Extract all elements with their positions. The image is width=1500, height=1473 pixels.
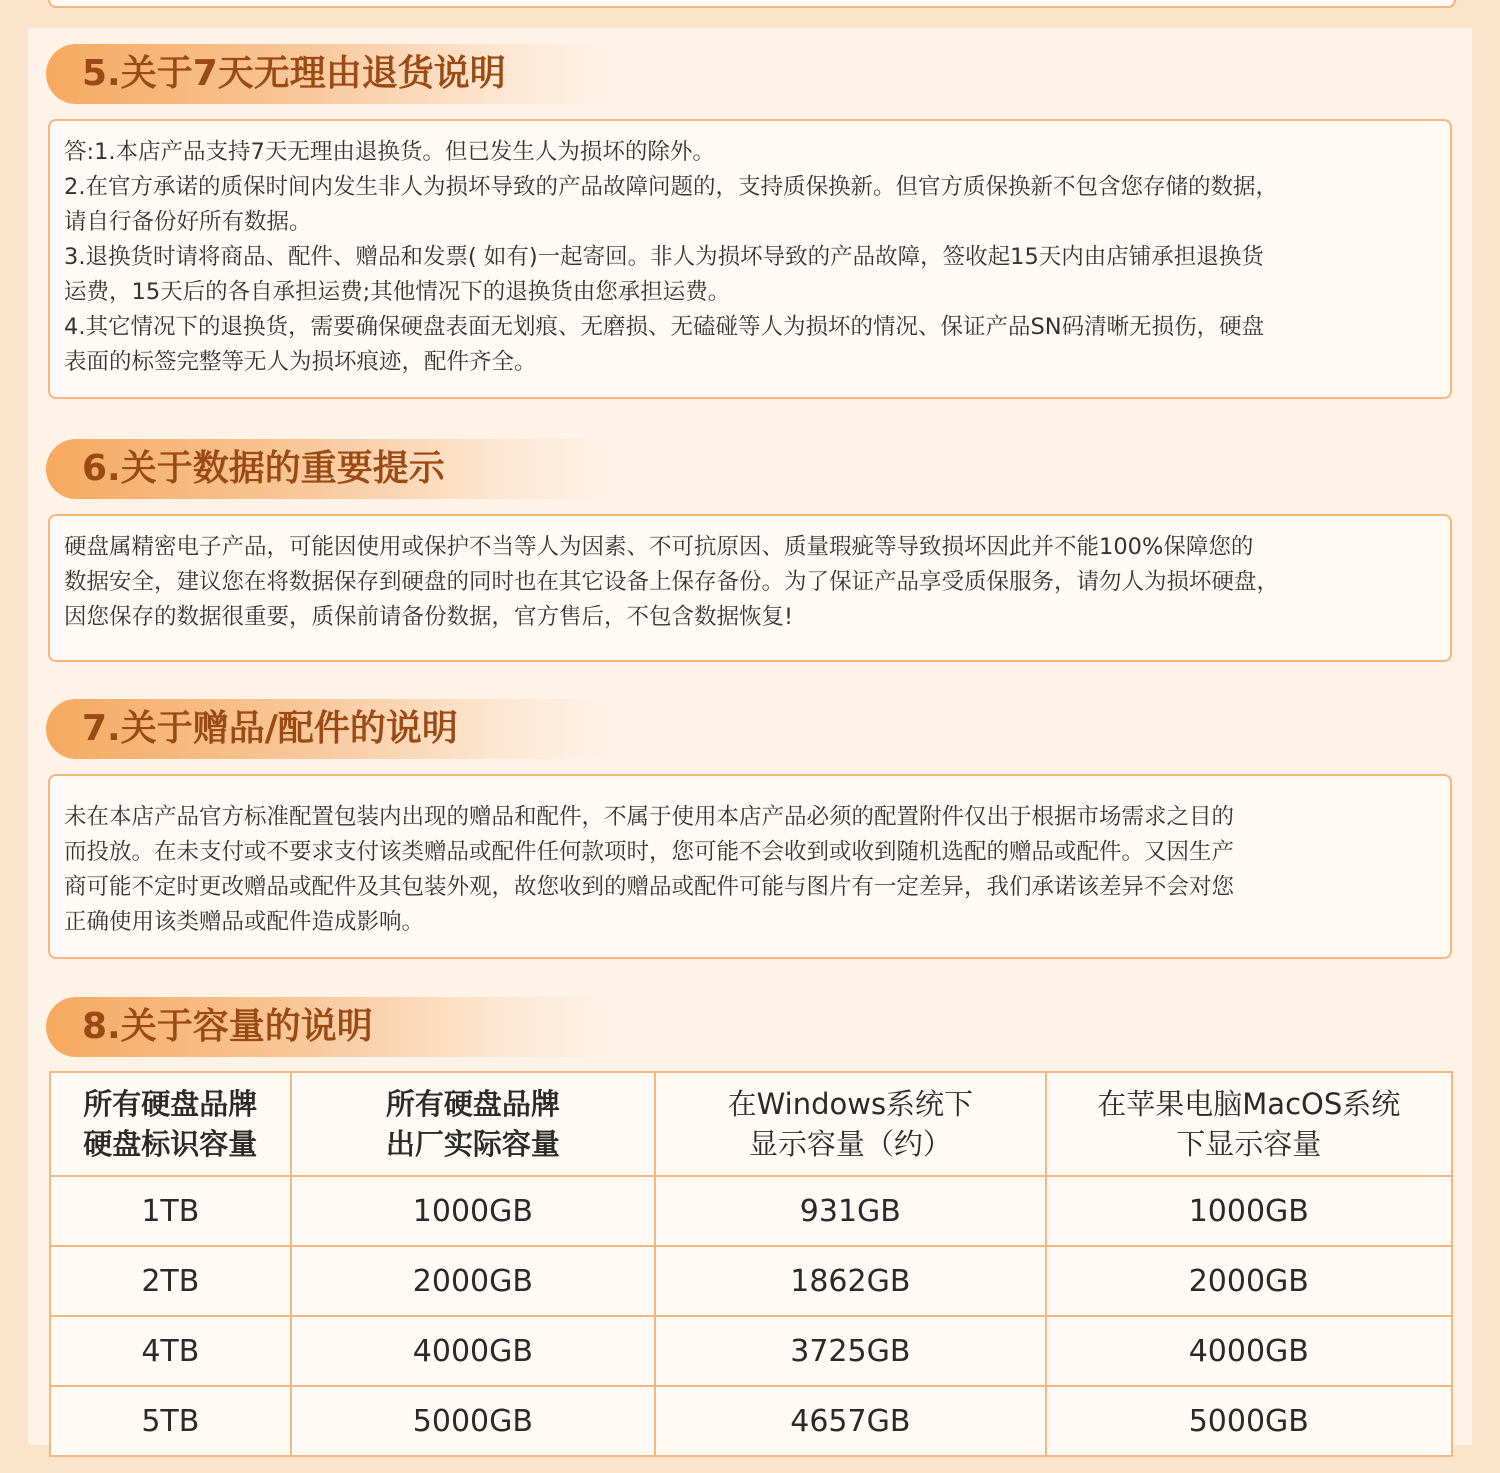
section-7-line: 商可能不定时更改赠品或配件及其包装外观，故您收到的赠品或配件可能与图片有一定差异，我们承诺该差异不会对您 — [64, 874, 1235, 900]
header-cell-macos-capacity — [1046, 1072, 1452, 1176]
section-7-box — [48, 774, 1452, 959]
section-6-line: 数据安全，建议您在将数据保存到硬盘的同时也在其它设备上保存备份。为了保证产品享受质保服务，请勿人为损坏硬盘， — [64, 569, 1280, 595]
capacity-table — [49, 1071, 1453, 1457]
table-cell: 2000GB — [291, 1246, 655, 1316]
section-5-line: 表面的标签完整等无人为损坏痕迹，配件齐全。 — [64, 349, 537, 375]
section-8-header — [46, 997, 618, 1057]
table-row — [50, 1176, 1452, 1246]
table-cell: 1000GB — [291, 1176, 655, 1246]
table-cell: 1000GB — [1046, 1176, 1452, 1246]
header-cell-labeled-capacity — [50, 1072, 291, 1176]
table-cell: 5000GB — [1046, 1386, 1452, 1456]
table-row — [50, 1386, 1452, 1456]
capacity-table-header-row — [50, 1072, 1452, 1176]
section-5-title: 5.关于7天无理由退货说明 — [82, 53, 506, 94]
table-cell: 4657GB — [655, 1386, 1045, 1456]
header-line: 显示容量（约） — [748, 1127, 952, 1161]
header-cell-actual-capacity — [291, 1072, 655, 1176]
section-6-box — [48, 514, 1452, 662]
section-7-header — [46, 699, 618, 759]
previous-section-box — [48, 0, 1456, 8]
table-cell: 1862GB — [655, 1246, 1045, 1316]
section-7-line: 而投放。在未支付或不要求支付该类赠品或配件任何款项时，您可能不会收到或收到随机选配的赠品或配件。又因生产 — [64, 839, 1235, 865]
section-5-line: 3.退换货时请将商品、配件、赠品和发票( 如有)一起寄回。非人为损坏导致的产品故障，签收起15天内由店铺承担退换货 — [64, 244, 1264, 270]
section-6-line: 因您保存的数据很重要，质保前请备份数据，官方售后，不包含数据恢复! — [64, 604, 794, 630]
header-cell-windows-capacity — [655, 1072, 1045, 1176]
section-7-title: 7.关于赠品/配件的说明 — [82, 708, 458, 749]
table-cell: 5000GB — [291, 1386, 655, 1456]
header-line: 出厂实际容量 — [385, 1127, 560, 1161]
section-7-line: 未在本店产品官方标准配置包装内出现的赠品和配件，不属于使用本店产品必须的配置附件仅出于根据市场需求之目的 — [64, 804, 1235, 830]
table-cell: 3725GB — [655, 1316, 1045, 1386]
section-8-title: 8.关于容量的说明 — [82, 1006, 373, 1047]
section-5-line: 运费，15天后的各自承担运费;其他情况下的退换货由您承担运费。 — [64, 279, 731, 305]
section-5-line: 请自行备份好所有数据。 — [64, 209, 312, 235]
section-6-line: 硬盘属精密电子产品，可能因使用或保护不当等人为因素、不可抗原因、质量瑕疵等导致损坏因此并不能100%保障您的 — [64, 534, 1254, 560]
header-line: 在苹果电脑MacOS系统 — [1097, 1087, 1401, 1121]
table-cell: 2000GB — [1046, 1246, 1452, 1316]
section-5-header — [46, 44, 618, 104]
section-5-line: 答:1.本店产品支持7天无理由退换货。但已发生人为损坏的除外。 — [64, 139, 715, 165]
table-cell: 4TB — [50, 1316, 291, 1386]
header-line: 所有硬盘品牌 — [83, 1087, 258, 1121]
table-cell: 2TB — [50, 1246, 291, 1316]
section-6-title: 6.关于数据的重要提示 — [82, 448, 445, 489]
table-row — [50, 1316, 1452, 1386]
table-cell: 931GB — [655, 1176, 1045, 1246]
section-7-line: 正确使用该类赠品或配件造成影响。 — [64, 909, 425, 935]
table-cell: 4000GB — [1046, 1316, 1452, 1386]
section-6-header — [46, 439, 618, 499]
header-line: 在Windows系统下 — [727, 1087, 974, 1121]
table-cell: 4000GB — [291, 1316, 655, 1386]
section-5-line: 2.在官方承诺的质保时间内发生非人为损坏导致的产品故障问题的，支持质保换新。但官方质保换新不包含您存储的数据， — [64, 174, 1278, 200]
header-line: 硬盘标识容量 — [83, 1127, 258, 1161]
table-cell: 1TB — [50, 1176, 291, 1246]
section-5-line: 4.其它情况下的退换货，需要确保硬盘表面无划痕、无磨损、无磕碰等人为损坏的情况、保证产品SN码清晰无损伤，硬盘 — [64, 314, 1265, 340]
header-line: 下显示容量 — [1176, 1127, 1322, 1161]
table-row — [50, 1246, 1452, 1316]
table-cell: 5TB — [50, 1386, 291, 1456]
section-5-box — [48, 119, 1452, 399]
header-line: 所有硬盘品牌 — [385, 1087, 560, 1121]
